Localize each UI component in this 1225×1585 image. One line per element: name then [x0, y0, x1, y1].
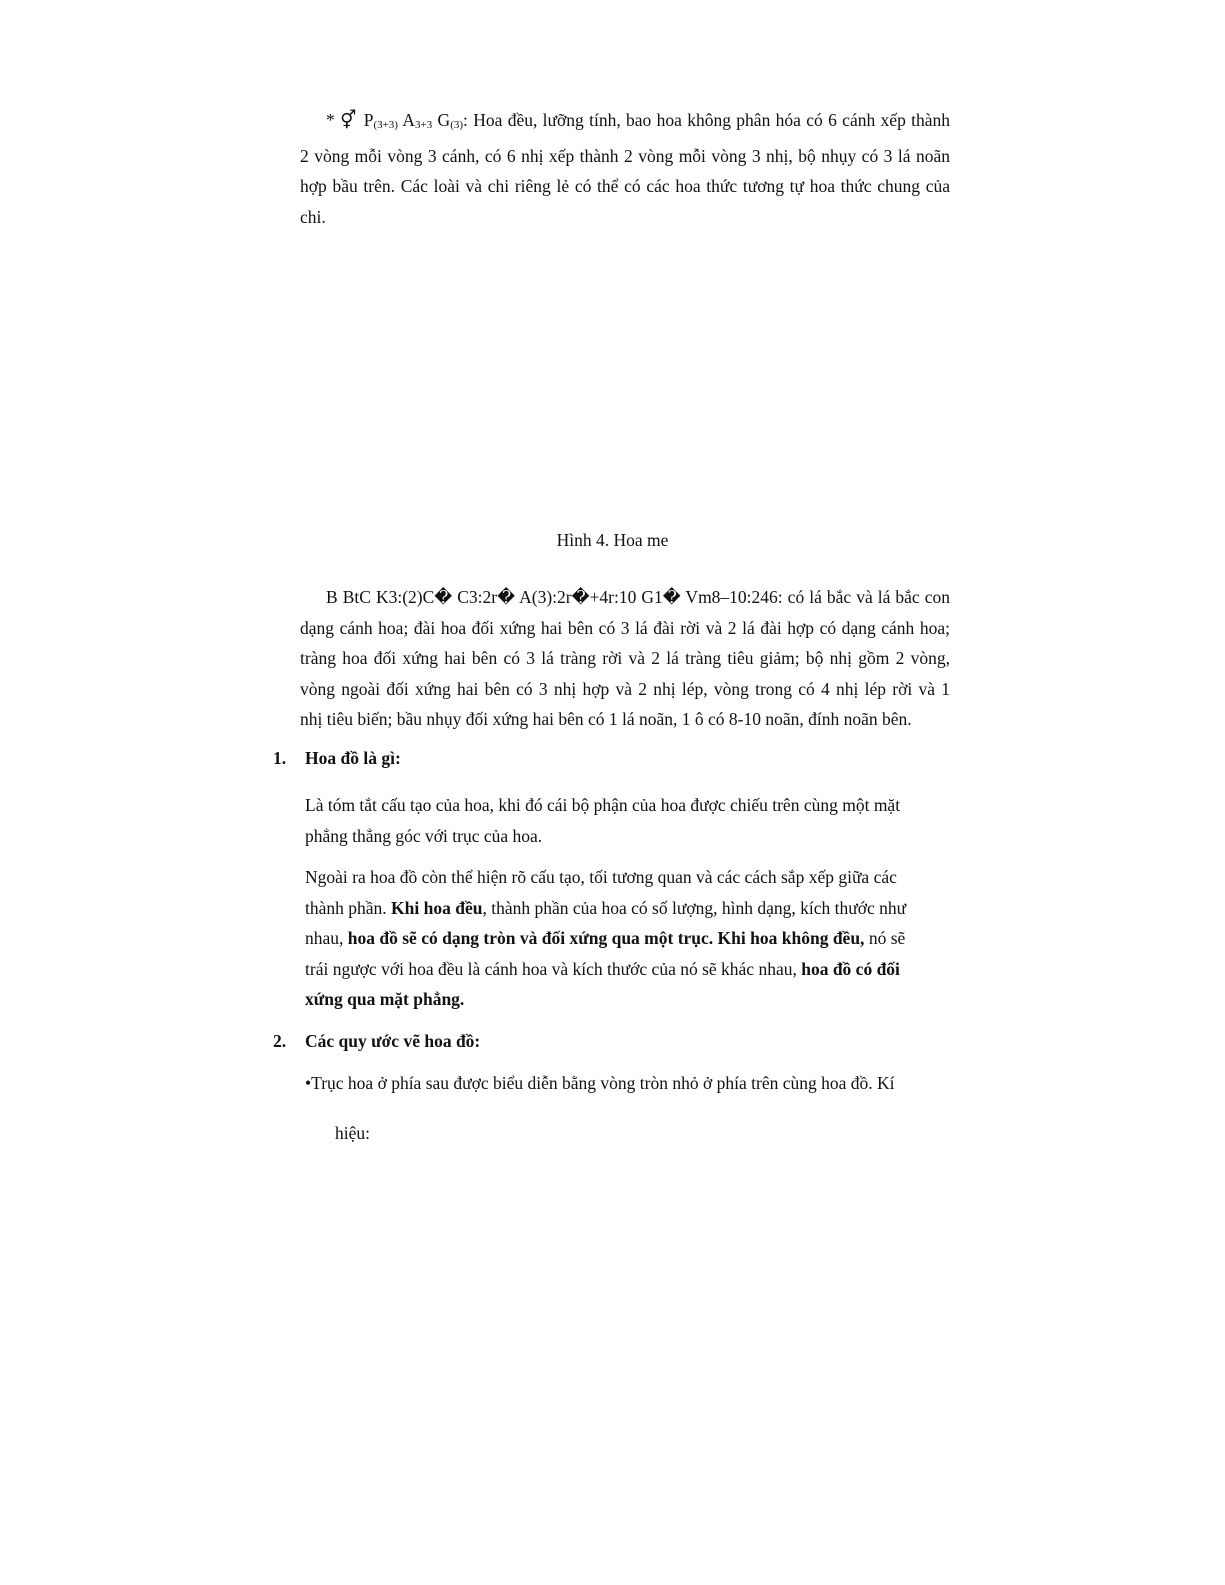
definition-paragraph [305, 790, 915, 851]
paragraph-line: trái ngược với hoa đều là cánh hoa và kích thước của nó sẽ khác nhau, hoa đồ có đối [305, 958, 900, 979]
paragraph-line: nhau, hoa đồ sẽ có dạng tròn và đối xứng qua một trục. Khi hoa không đều, nó sẽ [305, 928, 906, 948]
bold-phrase: Khi hoa đều [391, 897, 483, 918]
section-title: Hoa đồ là gì: [305, 748, 401, 768]
paragraph-line [305, 984, 915, 1015]
section-heading-2 [273, 1031, 480, 1052]
paragraph-line: hợp bầu trên. Các loài và chi riêng lẻ có thể có các hoa thức tương tự hoa thức chung của [300, 176, 950, 196]
paragraph-line: * ⚥ P(3+3) A3+3 G(3): Hoa đều, lưỡng tính, bao hoa không phân hóa có 6 cánh xếp thành [326, 110, 951, 131]
paragraph-line: dạng cánh hoa; đài hoa đối xứng hai bên có 3 lá đài rời và 2 lá đài hợp có dạng cánh hoa; [300, 617, 950, 638]
bold-phrase: hoa đồ có đối [801, 958, 900, 979]
floral-description-paragraph [300, 582, 950, 735]
section-number: 1. [273, 748, 287, 768]
paragraph-line: nhị tiêu biến; bầu nhụy đối xứng hai bên có 1 lá noãn, 1 ô có 8-10 noãn, đính noãn bên. [300, 709, 912, 729]
paragraph-line: B BtC K3:(2)C� C3:2r� A(3):2r�+4r:10 G1� Vm8–10:246: có lá bắc và lá bắc con [326, 587, 950, 607]
section-heading-1 [273, 748, 401, 769]
paragraph-line: chi. [300, 206, 326, 227]
section-title: Các quy ước vẽ hoa đồ: [305, 1031, 481, 1051]
floral-formula-paragraph [300, 105, 950, 232]
paragraph-line: tràng hoa đối xứng hai bên có 3 lá tràng rời và 2 lá tràng tiêu giảm; bộ nhị gồm 2 vòng, [300, 648, 950, 668]
explanation-paragraph [305, 862, 915, 1015]
paragraph-line: 2 vòng mỗi vòng 3 cánh, có 6 nhị xếp thành 2 vòng mỗi vòng 3 nhị, bộ nhụy có 3 lá noãn [300, 145, 950, 166]
paragraph-line: phẳng thẳng góc với trục của hoa. [305, 825, 543, 846]
figure-caption: Hình 4. Hoa me [556, 530, 669, 550]
bold-phrase: xứng qua mặt phẳng. [305, 989, 465, 1009]
paragraph-line: Là tóm tắt cấu tạo của hoa, khi đó cái bộ phận của hoa được chiếu trên cùng một mặt [305, 795, 901, 815]
bold-phrase: hoa đồ sẽ có dạng tròn và đối xứng qua một trục. Khi hoa không đều, [347, 928, 865, 948]
paragraph-line: Ngoài ra hoa đồ còn thể hiện rõ cấu tạo, tối tương quan và các cách sắp xếp giữa các [305, 867, 897, 887]
paragraph-line: vòng ngoài đối xứng hai bên có 3 nhị hợp và 2 nhị lép, vòng trong có 4 nhị lép rời và 1 [300, 678, 950, 699]
paragraph-line: thành phần. Khi hoa đều, thành phần của hoa có số lượng, hình dạng, kích thước như [305, 897, 907, 918]
bisexual-flower-icon: ⚥ [340, 110, 357, 131]
asterisk-symbol: * [326, 110, 335, 130]
bullet-item: •Trục hoa ở phía sau được biểu diễn bằng vòng tròn nhỏ ở phía trên cùng hoa đồ. Kí [305, 1073, 895, 1093]
section-number: 2. [273, 1031, 287, 1051]
symbol-label: hiệu: [335, 1123, 370, 1143]
